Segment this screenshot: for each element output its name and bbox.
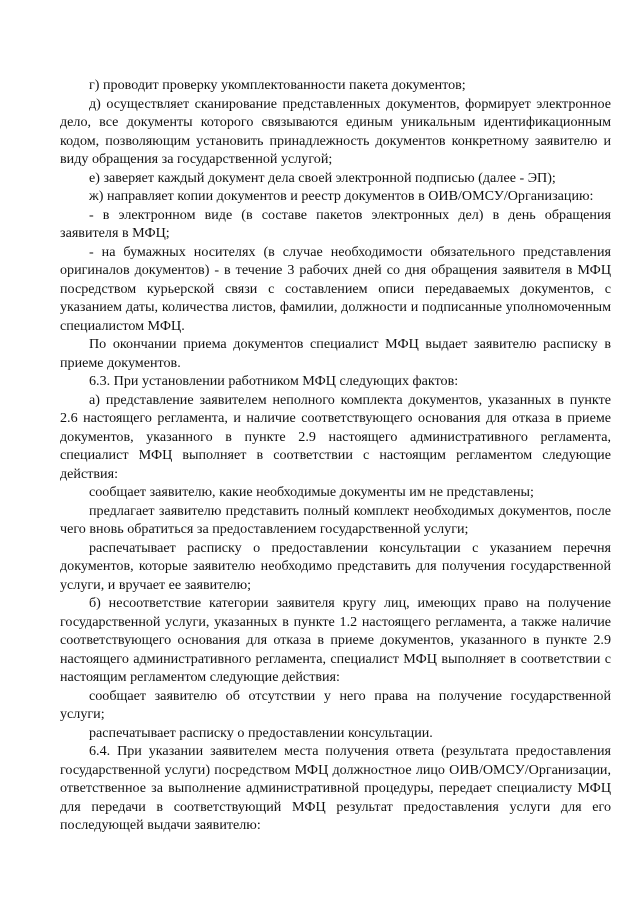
paragraph-item-d: д) осуществляет сканирование представленных документов, формирует электронное дело, все документы которого связываются единым уникальным идентификационным кодом, позволяющим установить принадлежность документов конкретному заявителю и виду обращения за государственной услугой; [60, 95, 611, 167]
paragraph-item-zh: ж) направляет копии документов и реестр документов в ОИВ/ОМСУ/Организацию: [89, 188, 594, 204]
paragraph-electronic-form: - в электронном виде (в составе пакетов электронных дел) в день обращения заявителя в МФЦ; [60, 206, 611, 241]
paragraph-item-e: е) заверяет каждый документ дела своей электронной подписью (далее - ЭП); [89, 169, 556, 186]
document-page [60, 76, 611, 835]
paragraph-section-6-4: 6.4. При указании заявителем места получения ответа (результата предоставления государственной услуги) посредством МФЦ должностное лицо ОИВ/ОМСУ/Организации, ответственное за выполнение административной процедуры, передает специалисту МФЦ для передачи в соответствующий МФЦ результат предоставления услуги для его последующей выдачи заявителю: [60, 743, 611, 833]
paragraph-section-6-3: 6.3. При установлении работником МФЦ следующих фактов: [89, 373, 459, 389]
paragraph-print-receipt-list: распечатывает расписку о предоставлении консультации с указанием перечня документов, которые заявителю необходимо представить для получения государственной услуги, и вручает ее заявителю; [60, 539, 611, 593]
paragraph-item-b: б) несоответствие категории заявителя кругу лиц, имеющих право на получение государственной услуги, указанных в пункте 1.2 настоящего регламента, а также наличие соответствующего основания для отказа в приеме документов, указанного в пункте 2.9 настоящего административного регламента, специалист МФЦ выполняет в соответствии с настоящим регламентом следующие действия: [60, 595, 611, 685]
paragraph-paper-form: - на бумажных носителях (в случае необходимости обязательного представления оригиналов документов) - в течение 3 рабочих дней со дня обращения заявителя в МФЦ посредством курьерской связи с составлением описи передаваемых документов, с указанием даты, количества листов, фамилии, должности и подписанные уполномоченным специалистом МФЦ. [60, 243, 611, 334]
paragraph-inform-no-right: сообщает заявителю об отсутствии у него права на получение государственной услуги; [60, 687, 611, 722]
paragraph-item-g: г) проводит проверку укомплектованности пакета документов; [89, 77, 466, 93]
paragraph-receipt-issue: По окончании приема документов специалист МФЦ выдает заявителю расписку в приеме документов. [60, 336, 611, 371]
paragraph-item-a: а) представление заявителем неполного комплекта документов, указанных в пункте 2.6 настоящего регламента, и наличие соответствующего основания для отказа в приеме документов, указанного в пункте 2.9 настоящего административного регламента, специалист МФЦ выполняет в соответствии с настоящим регламентом следующие действия: [60, 391, 611, 482]
paragraph-offer-complete: предлагает заявителю представить полный комплект необходимых документов, после чего вновь обратиться за предоставлением государственной услуги; [60, 502, 611, 537]
paragraph-inform-missing: сообщает заявителю, какие необходимые документы им не представлены; [89, 484, 534, 500]
paragraph-print-receipt: распечатывает расписку о предоставлении консультации. [89, 724, 433, 741]
